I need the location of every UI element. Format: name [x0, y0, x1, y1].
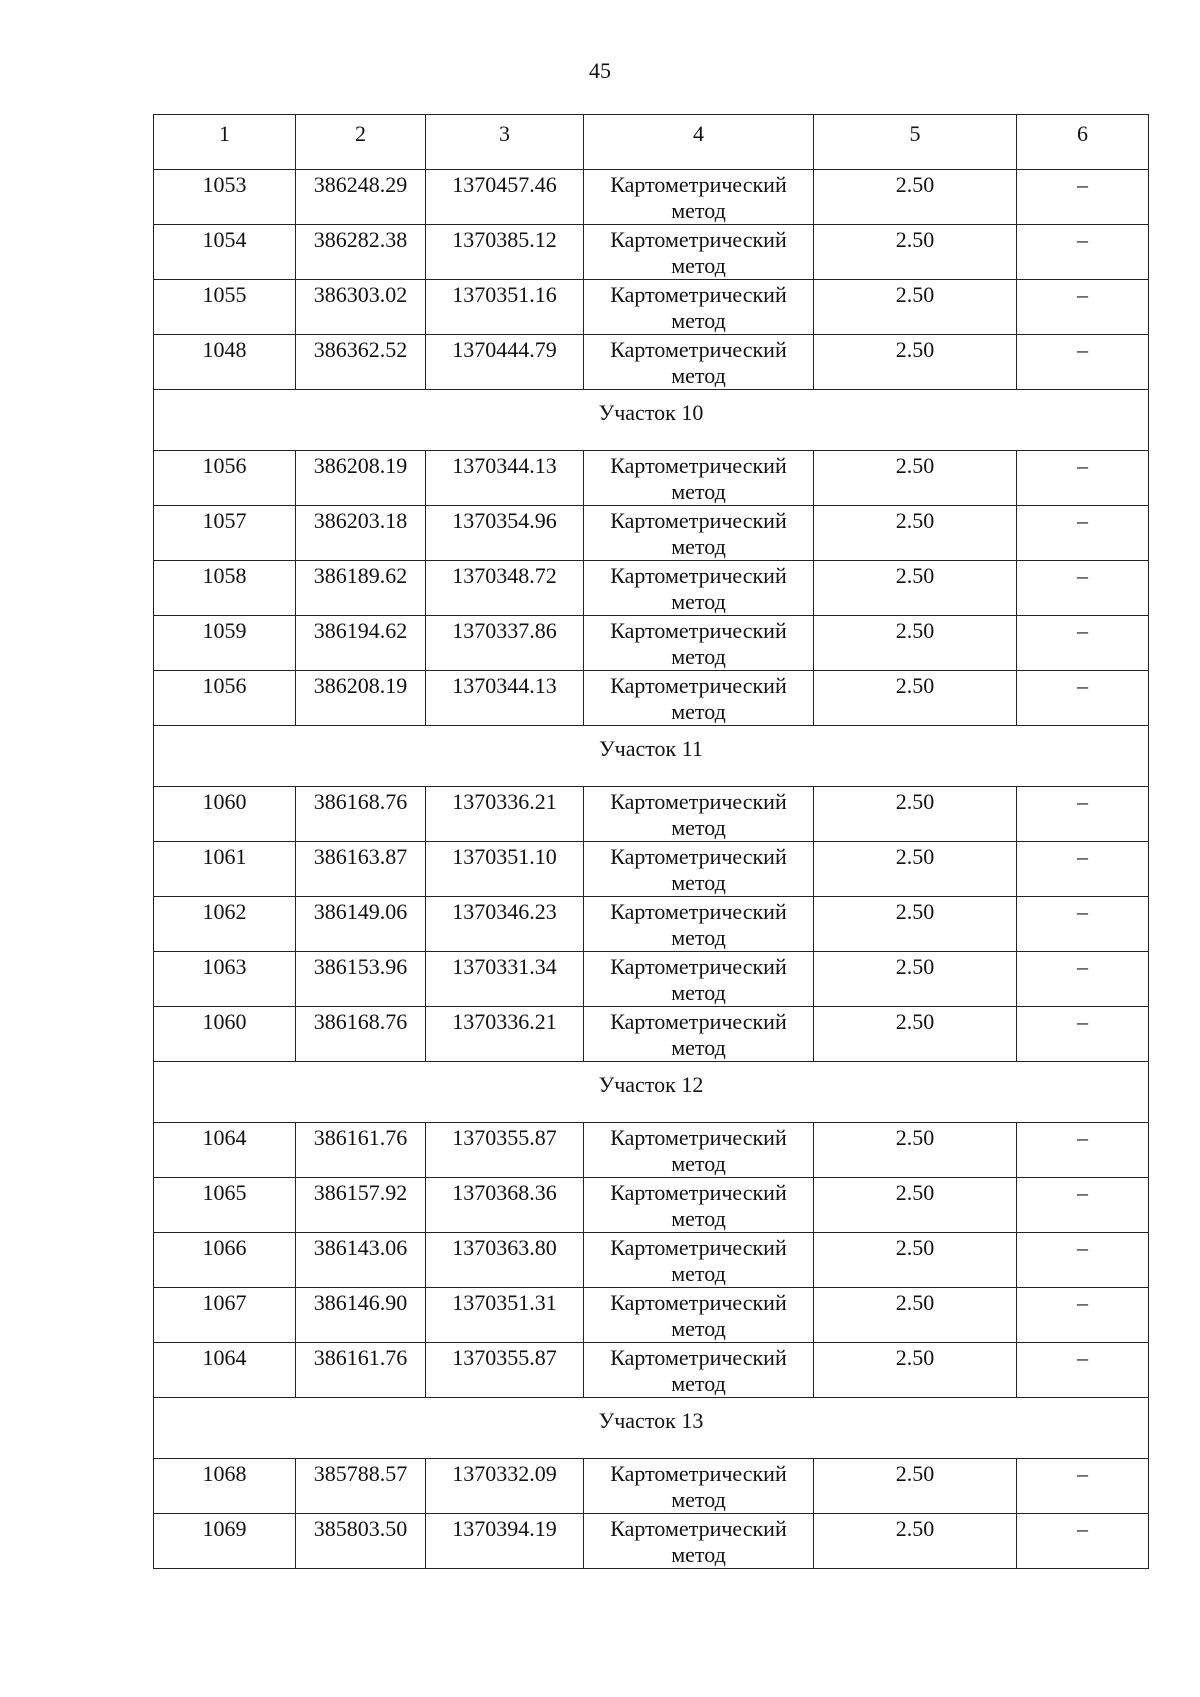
accuracy-cell: 2.50 [814, 280, 1017, 335]
section-label: Участок 11 [154, 726, 1149, 787]
y-coordinate-cell: 1370355.87 [426, 1123, 584, 1178]
y-coordinate-cell: 1370385.12 [426, 225, 584, 280]
x-coordinate-cell: 386161.76 [296, 1343, 426, 1398]
method-cell: Картометрический метод [584, 1007, 814, 1062]
table-row [154, 787, 1149, 842]
note-cell: – [1017, 1178, 1149, 1233]
point-number-cell: 1069 [154, 1514, 296, 1569]
note-cell: – [1017, 561, 1149, 616]
accuracy-cell: 2.50 [814, 1514, 1017, 1569]
point-number-cell: 1055 [154, 280, 296, 335]
method-cell: Картометрический метод [584, 506, 814, 561]
x-coordinate-cell: 386153.96 [296, 952, 426, 1007]
x-coordinate-cell: 386168.76 [296, 1007, 426, 1062]
table-row [154, 451, 1149, 506]
accuracy-cell: 2.50 [814, 170, 1017, 225]
point-number-cell: 1057 [154, 506, 296, 561]
y-coordinate-cell: 1370354.96 [426, 506, 584, 561]
x-coordinate-cell: 386168.76 [296, 787, 426, 842]
point-number-cell: 1056 [154, 451, 296, 506]
method-cell: Картометрический метод [584, 1343, 814, 1398]
note-cell: – [1017, 225, 1149, 280]
point-number-cell: 1053 [154, 170, 296, 225]
y-coordinate-cell: 1370363.80 [426, 1233, 584, 1288]
point-number-cell: 1058 [154, 561, 296, 616]
point-number-cell: 1048 [154, 335, 296, 390]
point-number-cell: 1059 [154, 616, 296, 671]
method-cell: Картометрический метод [584, 1288, 814, 1343]
method-cell: Картометрический метод [584, 561, 814, 616]
table-row [154, 1288, 1149, 1343]
y-coordinate-cell: 1370346.23 [426, 897, 584, 952]
header-cell-1: 1 [154, 115, 296, 170]
method-cell: Картометрический метод [584, 335, 814, 390]
accuracy-cell: 2.50 [814, 1233, 1017, 1288]
table-row [154, 671, 1149, 726]
note-cell: – [1017, 842, 1149, 897]
x-coordinate-cell: 386208.19 [296, 451, 426, 506]
y-coordinate-cell: 1370332.09 [426, 1459, 584, 1514]
x-coordinate-cell: 386149.06 [296, 897, 426, 952]
y-coordinate-cell: 1370351.16 [426, 280, 584, 335]
table-row [154, 1178, 1149, 1233]
note-cell: – [1017, 170, 1149, 225]
y-coordinate-cell: 1370336.21 [426, 787, 584, 842]
y-coordinate-cell: 1370348.72 [426, 561, 584, 616]
table-body [154, 115, 1149, 1569]
table-row [154, 1514, 1149, 1569]
y-coordinate-cell: 1370368.36 [426, 1178, 584, 1233]
point-number-cell: 1064 [154, 1343, 296, 1398]
note-cell: – [1017, 451, 1149, 506]
y-coordinate-cell: 1370344.13 [426, 451, 584, 506]
accuracy-cell: 2.50 [814, 451, 1017, 506]
method-cell: Картометрический метод [584, 280, 814, 335]
x-coordinate-cell: 386189.62 [296, 561, 426, 616]
section-label: Участок 10 [154, 390, 1149, 451]
point-number-cell: 1060 [154, 787, 296, 842]
note-cell: – [1017, 897, 1149, 952]
method-cell: Картометрический метод [584, 616, 814, 671]
x-coordinate-cell: 386143.06 [296, 1233, 426, 1288]
table-row [154, 335, 1149, 390]
point-number-cell: 1062 [154, 897, 296, 952]
x-coordinate-cell: 386362.52 [296, 335, 426, 390]
note-cell: – [1017, 1123, 1149, 1178]
x-coordinate-cell: 386163.87 [296, 842, 426, 897]
table-row [154, 616, 1149, 671]
method-cell: Картометрический метод [584, 952, 814, 1007]
point-number-cell: 1064 [154, 1123, 296, 1178]
x-coordinate-cell: 385788.57 [296, 1459, 426, 1514]
note-cell: – [1017, 787, 1149, 842]
x-coordinate-cell: 386203.18 [296, 506, 426, 561]
point-number-cell: 1066 [154, 1233, 296, 1288]
x-coordinate-cell: 386146.90 [296, 1288, 426, 1343]
table-row [154, 1123, 1149, 1178]
table-row [154, 952, 1149, 1007]
x-coordinate-cell: 385803.50 [296, 1514, 426, 1569]
y-coordinate-cell: 1370355.87 [426, 1343, 584, 1398]
x-coordinate-cell: 386161.76 [296, 1123, 426, 1178]
accuracy-cell: 2.50 [814, 506, 1017, 561]
section-label: Участок 12 [154, 1062, 1149, 1123]
note-cell: – [1017, 1233, 1149, 1288]
accuracy-cell: 2.50 [814, 1123, 1017, 1178]
coordinates-table [153, 114, 1149, 1569]
table-row [154, 506, 1149, 561]
header-cell-2: 2 [296, 115, 426, 170]
point-number-cell: 1061 [154, 842, 296, 897]
note-cell: – [1017, 1459, 1149, 1514]
y-coordinate-cell: 1370394.19 [426, 1514, 584, 1569]
note-cell: – [1017, 1343, 1149, 1398]
y-coordinate-cell: 1370351.31 [426, 1288, 584, 1343]
table-row [154, 1343, 1149, 1398]
section-row [154, 1062, 1149, 1123]
method-cell: Картометрический метод [584, 1233, 814, 1288]
x-coordinate-cell: 386282.38 [296, 225, 426, 280]
accuracy-cell: 2.50 [814, 616, 1017, 671]
section-label: Участок 13 [154, 1398, 1149, 1459]
method-cell: Картометрический метод [584, 1459, 814, 1514]
note-cell: – [1017, 671, 1149, 726]
note-cell: – [1017, 335, 1149, 390]
method-cell: Картометрический метод [584, 170, 814, 225]
note-cell: – [1017, 952, 1149, 1007]
accuracy-cell: 2.50 [814, 335, 1017, 390]
method-cell: Картометрический метод [584, 842, 814, 897]
table-row [154, 842, 1149, 897]
y-coordinate-cell: 1370351.10 [426, 842, 584, 897]
x-coordinate-cell: 386157.92 [296, 1178, 426, 1233]
x-coordinate-cell: 386208.19 [296, 671, 426, 726]
point-number-cell: 1063 [154, 952, 296, 1007]
point-number-cell: 1060 [154, 1007, 296, 1062]
method-cell: Картометрический метод [584, 671, 814, 726]
accuracy-cell: 2.50 [814, 1343, 1017, 1398]
accuracy-cell: 2.50 [814, 952, 1017, 1007]
point-number-cell: 1056 [154, 671, 296, 726]
method-cell: Картометрический метод [584, 787, 814, 842]
method-cell: Картометрический метод [584, 897, 814, 952]
y-coordinate-cell: 1370331.34 [426, 952, 584, 1007]
accuracy-cell: 2.50 [814, 1288, 1017, 1343]
point-number-cell: 1054 [154, 225, 296, 280]
header-cell-5: 5 [814, 115, 1017, 170]
table-row [154, 561, 1149, 616]
page-number: 45 [589, 58, 611, 83]
accuracy-cell: 2.50 [814, 1007, 1017, 1062]
note-cell: – [1017, 280, 1149, 335]
table-row [154, 170, 1149, 225]
section-row [154, 726, 1149, 787]
table-row [154, 897, 1149, 952]
x-coordinate-cell: 386303.02 [296, 280, 426, 335]
header-cell-3: 3 [426, 115, 584, 170]
accuracy-cell: 2.50 [814, 561, 1017, 616]
method-cell: Картометрический метод [584, 451, 814, 506]
table-row [154, 1007, 1149, 1062]
accuracy-cell: 2.50 [814, 842, 1017, 897]
section-row [154, 1398, 1149, 1459]
method-cell: Картометрический метод [584, 1123, 814, 1178]
table-row [154, 225, 1149, 280]
method-cell: Картометрический метод [584, 1178, 814, 1233]
y-coordinate-cell: 1370444.79 [426, 335, 584, 390]
note-cell: – [1017, 1514, 1149, 1569]
section-row [154, 390, 1149, 451]
method-cell: Картометрический метод [584, 1514, 814, 1569]
note-cell: – [1017, 616, 1149, 671]
accuracy-cell: 2.50 [814, 787, 1017, 842]
point-number-cell: 1067 [154, 1288, 296, 1343]
y-coordinate-cell: 1370336.21 [426, 1007, 584, 1062]
accuracy-cell: 2.50 [814, 1178, 1017, 1233]
table-row [154, 1233, 1149, 1288]
note-cell: – [1017, 1007, 1149, 1062]
y-coordinate-cell: 1370344.13 [426, 671, 584, 726]
note-cell: – [1017, 1288, 1149, 1343]
table-row [154, 280, 1149, 335]
accuracy-cell: 2.50 [814, 897, 1017, 952]
y-coordinate-cell: 1370337.86 [426, 616, 584, 671]
table-header-row [154, 115, 1149, 170]
y-coordinate-cell: 1370457.46 [426, 170, 584, 225]
accuracy-cell: 2.50 [814, 1459, 1017, 1514]
point-number-cell: 1065 [154, 1178, 296, 1233]
x-coordinate-cell: 386194.62 [296, 616, 426, 671]
table-row [154, 1459, 1149, 1514]
note-cell: – [1017, 506, 1149, 561]
header-cell-6: 6 [1017, 115, 1149, 170]
accuracy-cell: 2.50 [814, 671, 1017, 726]
method-cell: Картометрический метод [584, 225, 814, 280]
point-number-cell: 1068 [154, 1459, 296, 1514]
accuracy-cell: 2.50 [814, 225, 1017, 280]
x-coordinate-cell: 386248.29 [296, 170, 426, 225]
header-cell-4: 4 [584, 115, 814, 170]
